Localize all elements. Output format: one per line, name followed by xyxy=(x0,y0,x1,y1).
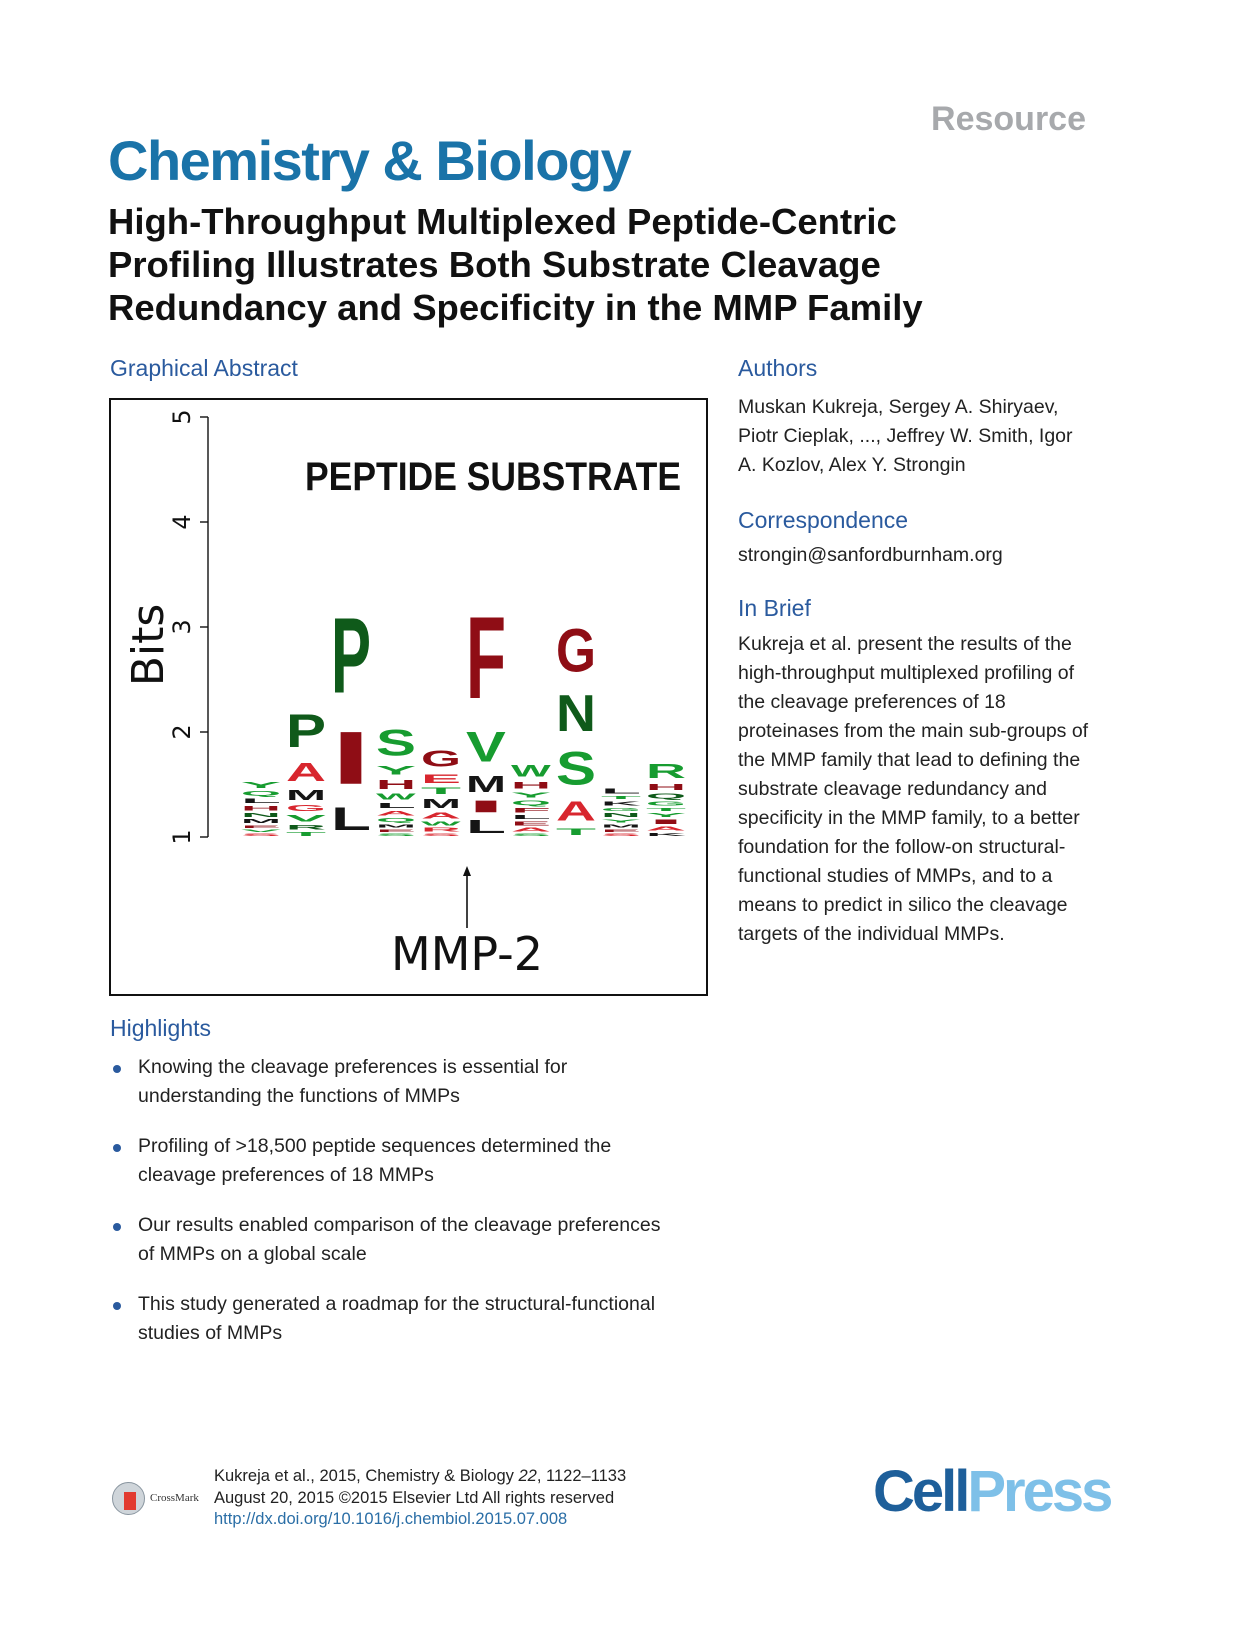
highlight-line: studies of MMPs xyxy=(138,1322,283,1344)
copyright-line: August 20, 2015 ©2015 Elsevier Ltd All rights reserved xyxy=(214,1488,615,1507)
logo-letter-L: L xyxy=(376,801,416,810)
cellpress-logo-press: Press xyxy=(967,1459,1111,1524)
authors-line: Muskan Kukreja, Sergey A. Shiryaev, xyxy=(738,396,1059,418)
logo-letter-R: R xyxy=(286,823,327,831)
article-type-label: Resource xyxy=(931,100,1086,138)
logo-letter-R: R xyxy=(421,826,462,833)
logo-letter-M: M xyxy=(286,786,326,804)
logo-letter-S: S xyxy=(511,832,551,838)
logo-letter-W: W xyxy=(421,820,461,827)
highlight-line: of MMPs on a global scale xyxy=(138,1243,367,1265)
logo-letter-M: M xyxy=(376,823,417,829)
in-brief-line: proteinases from the main sub-groups of xyxy=(738,720,1089,742)
logo-letter-H: H xyxy=(646,782,686,792)
citation-pages: , 1122–1133 xyxy=(536,1467,627,1485)
logo-letter-N: N xyxy=(556,685,596,743)
annotation-arrow-head xyxy=(463,866,471,876)
highlights-heading: Highlights xyxy=(110,1015,211,1041)
journal-name: Chemistry & Biology xyxy=(108,129,631,192)
logo-letter-M: M xyxy=(466,771,506,798)
highlight-line: Our results enabled comparison of the cleavage preferences xyxy=(138,1214,661,1236)
highlight-line: understanding the functions of MMPs xyxy=(138,1085,460,1107)
logo-letter-T: T xyxy=(556,826,596,837)
logo-letter-Y: Y xyxy=(601,818,641,824)
logo-letter-Y: Y xyxy=(376,763,416,778)
logo-letter-I: I xyxy=(466,796,506,816)
y-tick-label: 4 xyxy=(168,514,196,530)
bullet-icon xyxy=(113,1302,121,1310)
logo-letter-L: L xyxy=(241,797,281,805)
logo-letter-Y: Y xyxy=(241,780,281,790)
logo-letter-F: F xyxy=(511,806,551,814)
authors-list xyxy=(738,393,1138,480)
bullet-icon xyxy=(113,1144,121,1152)
logo-letter-S: S xyxy=(556,742,597,796)
logo-letter-E: E xyxy=(421,772,461,786)
y-tick-label: 3 xyxy=(168,619,196,635)
doi-link[interactable]: http://dx.doi.org/10.1016/j.chembiol.2015.07.008 xyxy=(214,1510,568,1528)
logo-letter-K: K xyxy=(601,800,642,807)
bullet-icon xyxy=(113,1065,121,1073)
highlight-item xyxy=(110,1211,730,1269)
y-tick-label: 2 xyxy=(168,724,196,740)
citation-text: Kukreja et al., 2015, Chemistry & Biology xyxy=(214,1467,519,1485)
in-brief-line: means to predict in silico the cleavage xyxy=(738,894,1068,916)
crossmark-label: CrossMark xyxy=(150,1492,199,1504)
logo-letter-A: A xyxy=(511,826,552,833)
logo-letter-Q: Q xyxy=(646,791,686,801)
citation-block xyxy=(214,1466,626,1531)
logo-letter-M: M xyxy=(241,818,281,825)
logo-letter-V: V xyxy=(466,723,506,771)
logo-letter-E: E xyxy=(511,820,551,827)
logo-letter-M: M xyxy=(601,823,642,829)
logo-letter-E: E xyxy=(601,828,641,833)
logo-letter-Q: Q xyxy=(376,817,417,824)
logo-letter-S: S xyxy=(241,832,281,838)
logo-letter-Q: Q xyxy=(241,789,282,798)
logo-letter-N: N xyxy=(601,811,642,819)
logo-letter-A: A xyxy=(556,795,596,827)
logo-letters xyxy=(241,593,687,837)
logo-letter-L: L xyxy=(511,813,552,821)
sequence-logo-chart xyxy=(111,400,705,993)
in-brief-line: the cleavage preferences of 18 xyxy=(738,691,1006,713)
logo-letter-G: G xyxy=(646,800,687,807)
logo-letter-A: A xyxy=(646,825,687,832)
logo-letter-S: S xyxy=(376,832,416,838)
logo-letter-L: L xyxy=(466,816,506,838)
y-tick-label: 1 xyxy=(168,829,196,845)
logo-letter-Y: Y xyxy=(511,790,551,800)
citation-volume: 22 xyxy=(518,1467,537,1485)
article-title xyxy=(108,200,1068,329)
title-line: Profiling Illustrates Both Substrate Cleavage xyxy=(108,244,881,285)
logo-letter-E: E xyxy=(241,824,281,829)
logo-letter-I: I xyxy=(646,818,686,826)
logo-letter-T: T xyxy=(601,794,642,801)
in-brief-text xyxy=(738,630,1138,949)
logo-letter-V: V xyxy=(286,812,326,824)
logo-letter-I: I xyxy=(331,716,371,801)
logo-letter-S: S xyxy=(601,832,641,838)
logo-letter-K: K xyxy=(646,831,687,838)
highlight-line: This study generated a roadmap for the structural-functional xyxy=(138,1293,656,1315)
cellpress-logo xyxy=(873,1458,1110,1525)
logo-letter-W: W xyxy=(511,761,551,781)
logo-letter-R: R xyxy=(646,759,687,783)
logo-letter-G: G xyxy=(286,803,326,813)
in-brief-line: specificity in the MMP family, to a better xyxy=(738,807,1080,829)
y-axis xyxy=(168,409,208,844)
highlight-line: Profiling of >18,500 peptide sequences determined the xyxy=(138,1135,612,1157)
in-brief-line: the MMP family that lead to defining the xyxy=(738,749,1081,771)
logo-letter-W: W xyxy=(376,792,416,802)
crossmark-badge[interactable] xyxy=(112,1480,212,1520)
logo-letter-T: T xyxy=(646,806,687,812)
authors-line: Piotr Cieplak, ..., Jeffrey W. Smith, Igor xyxy=(738,425,1073,447)
authors-heading: Authors xyxy=(738,355,818,381)
logo-letter-P: P xyxy=(331,596,371,717)
logo-letter-L: L xyxy=(601,786,641,795)
logo-letter-N: N xyxy=(241,811,282,819)
logo-letter-A: A xyxy=(421,810,461,821)
logo-letter-V: V xyxy=(241,828,281,833)
logo-letter-L: L xyxy=(331,800,371,837)
y-axis-label: Bits xyxy=(123,603,174,687)
logo-letter-S: S xyxy=(376,721,417,764)
in-brief-line: high-throughput multiplexed profiling of xyxy=(738,662,1075,684)
highlight-line: cleavage preferences of 18 MMPs xyxy=(138,1164,434,1186)
title-line: High-Throughput Multiplexed Peptide-Centric xyxy=(108,201,897,242)
highlight-item xyxy=(110,1290,730,1348)
graphical-abstract-figure xyxy=(109,398,708,996)
logo-letter-G: G xyxy=(556,616,596,685)
logo-letter-A: A xyxy=(376,809,417,818)
logo-letter-M: M xyxy=(421,796,461,811)
logo-letter-H: H xyxy=(511,780,552,791)
title-line: Redundancy and Specificity in the MMP Family xyxy=(108,287,923,328)
logo-letter-T: T xyxy=(286,830,327,837)
correspondence-email[interactable]: strongin@sanfordburnham.org xyxy=(738,544,1003,566)
highlight-item xyxy=(110,1053,730,1111)
in-brief-line: Kukreja et al. present the results of the xyxy=(738,633,1072,655)
authors-line: A. Kozlov, Alex Y. Strongin xyxy=(738,454,966,476)
bullet-icon xyxy=(113,1223,121,1231)
figure-title: PEPTIDE SUBSTRATE xyxy=(305,455,681,499)
logo-letter-A: A xyxy=(286,757,326,787)
highlight-item xyxy=(110,1132,730,1190)
cellpress-logo-cell: Cell xyxy=(873,1459,968,1524)
in-brief-line: functional studies of MMPs, and to a xyxy=(738,865,1053,887)
logo-letter-T: T xyxy=(421,785,461,796)
crossmark-icon xyxy=(112,1482,145,1515)
logo-letter-E: E xyxy=(376,828,416,833)
y-tick-label: 5 xyxy=(168,409,196,425)
logo-letter-Y: Y xyxy=(646,811,686,819)
in-brief-line: substrate cleavage redundancy and xyxy=(738,778,1047,800)
graphical-abstract-heading: Graphical Abstract xyxy=(110,355,298,381)
annotation-label: MMP-2 xyxy=(391,927,543,981)
correspondence-heading: Correspondence xyxy=(738,507,909,533)
logo-letter-G: G xyxy=(421,746,461,773)
in-brief-heading: In Brief xyxy=(738,595,811,621)
logo-letter-H: H xyxy=(376,777,416,792)
logo-letter-S: S xyxy=(421,832,461,838)
logo-letter-H: H xyxy=(241,804,282,812)
logo-letter-P: P xyxy=(286,705,327,758)
citation-line xyxy=(214,1466,626,1488)
highlight-line: Knowing the cleavage preferences is essential for xyxy=(138,1056,568,1078)
logo-letter-Q: Q xyxy=(511,799,552,807)
in-brief-line: foundation for the follow-on structural- xyxy=(738,836,1066,858)
logo-letter-F: F xyxy=(466,592,506,724)
highlights-list xyxy=(110,1053,730,1369)
logo-letter-G: G xyxy=(601,806,642,812)
in-brief-line: targets of the individual MMPs. xyxy=(738,923,1005,945)
